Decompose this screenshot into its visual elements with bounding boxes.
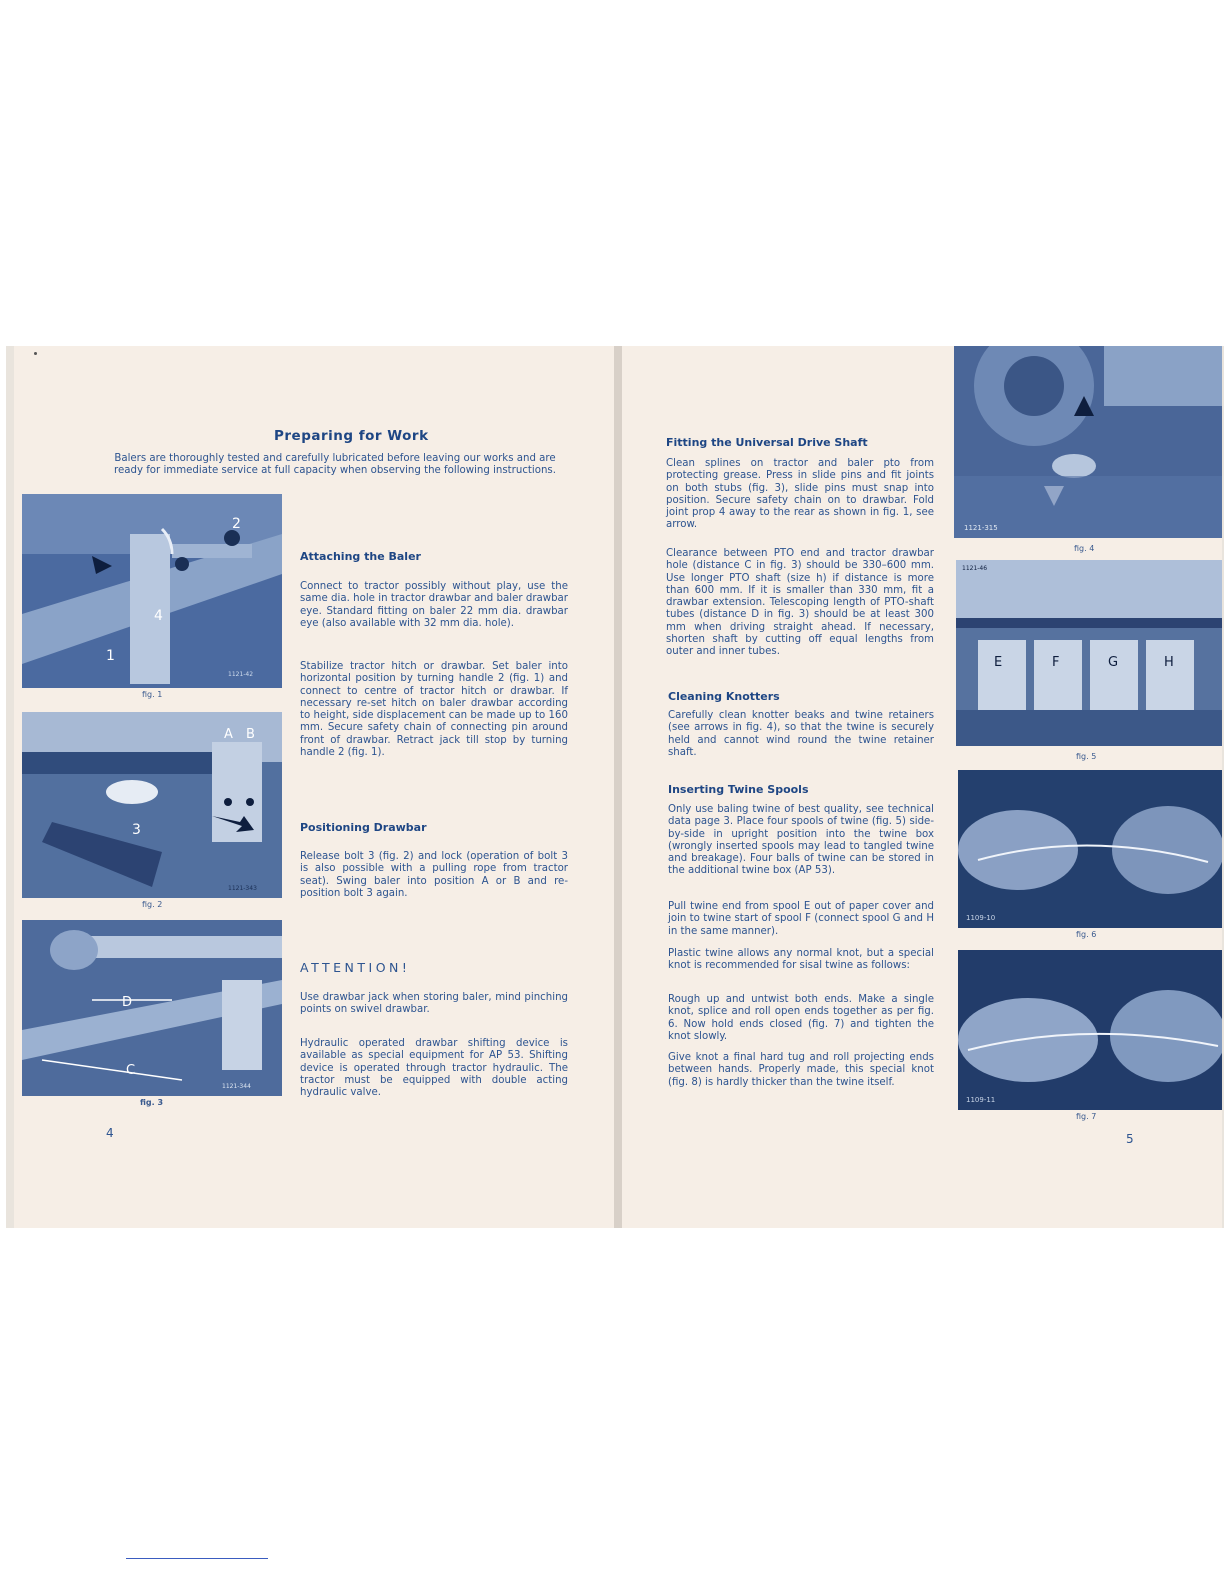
fig1-label-4: 4 — [154, 608, 163, 624]
twine-paragraph-3: Plastic twine allows any normal knot, but a special knot is recommended for sisal twine as follows: — [668, 948, 934, 972]
fig4-photo — [954, 346, 1222, 538]
attention-paragraph-1: Use drawbar jack when storing baler, mind pinching points on swivel drawbar. — [300, 992, 568, 1016]
attaching-paragraph-1: Connect to tractor possibly without play, use the same dia. hole in tractor drawbar and baler drawbar eye. Standard fitting on baler 22 mm dia. drawbar eye (also available with 32 mm dia. hole). — [300, 581, 568, 629]
left-page — [14, 346, 614, 1228]
right-page — [622, 346, 1222, 1228]
fig2-label-b: B — [246, 727, 255, 742]
fig5-photo — [956, 560, 1222, 746]
fig3-code: 1121-344 — [222, 1083, 251, 1090]
baler-hitch-image — [22, 494, 282, 688]
knot-splice-image — [958, 770, 1222, 928]
fig6-photo — [958, 770, 1222, 928]
gutter — [614, 346, 622, 1228]
twine-paragraph-4: Rough up and untwist both ends. Make a single knot, splice and roll open ends together as per fig. 6. Now hold ends closed (fig. 7) and tighten the knot slowly. — [668, 994, 934, 1042]
fig2-code: 1121-343 — [228, 885, 257, 892]
universal-shaft-paragraph-2: Clearance between PTO end and tractor drawbar hole (distance C in fig. 3) should be 330–600 mm. Use longer PTO shaft (size h) if distance is more than 600 mm. If it is smaller than 330 mm, fit a drawbar extension. Telescoping length of PTO-shaft tubes (distance D in fig. 3) should be at least 300 mm when driving straight ahead. If necessary, shorten shaft by cutting off equal lengths from outer and inner tubes. — [666, 548, 934, 658]
fig4-code: 1121-315 — [964, 524, 998, 532]
pto-shaft-image — [22, 920, 282, 1096]
fig2-label-3: 3 — [132, 822, 141, 838]
fig5-label-f: F — [1052, 655, 1060, 670]
twine-box-image — [956, 560, 1222, 746]
knotter-image — [954, 346, 1222, 538]
fig3-label-c: C — [126, 1063, 136, 1078]
universal-shaft-paragraph-1: Clean splines on tractor and baler pto from protecting grease. Press in slide pins and fit joints on both stubs (fig. 3), slide pins must snap into position. Secure safety chain on to drawbar. Fold joint prop 4 away to the rear as shown in fig. 1, see arrow. — [666, 458, 934, 531]
attention-heading: ATTENTION! — [300, 960, 411, 975]
fig3-caption: fig. 3 — [140, 1098, 164, 1107]
fig2-label-a: A — [224, 727, 233, 742]
fig1-code: 1121-42 — [228, 671, 254, 678]
universal-shaft-heading: Fitting the Universal Drive Shaft — [666, 436, 868, 449]
attaching-heading: Attaching the Baler — [300, 550, 421, 563]
fig5-code: 1121-46 — [962, 565, 988, 572]
drawbar-position-image — [22, 712, 282, 898]
fig5-caption: fig. 5 — [1076, 752, 1097, 761]
fig1-photo — [22, 494, 282, 688]
attaching-paragraph-2: Stabilize tractor hitch or drawbar. Set baler into horizontal position by turning handle 2 (fig. 1) and connect to centre of tractor hitch or drawbar. If necessary re-set hitch on baler drawbar according to height, side displacement can be made up to 160 mm. Secure safety chain of connecting pin around front of drawbar. Retract jack till stop by turning handle 2 (fig. 1). — [300, 661, 568, 759]
fig7-code: 1109-11 — [966, 1096, 996, 1104]
twine-paragraph-5: Give knot a final hard tug and roll projecting ends between hands. Properly made, this special knot (fig. 8) is hardly thicker than the twine itself. — [668, 1052, 934, 1088]
page-title: Preparing for Work — [274, 428, 429, 444]
twine-paragraph-1: Only use baling twine of best quality, see technical data page 3. Place four spools of twine (fig. 5) side-by-side in upright position into the twine box (wrongly inserted spools may lead to tangled twine and breakage). Four balls of twine can be stored in the additional twine box (AP 53). — [668, 804, 934, 877]
fig5-label-h: H — [1164, 655, 1174, 670]
knot-tighten-image — [958, 950, 1222, 1110]
attention-paragraph-2: Hydraulic operated drawbar shifting device is available as special equipment for AP 53. Shifting device is operated through tractor hydraulic. The tractor must be equipped with double acting hydraulic valve. — [300, 1038, 568, 1099]
twine-paragraph-2: Pull twine end from spool E out of paper cover and join to twine start of spool F (connect spool G and H in the same manner). — [668, 901, 934, 937]
fig1-label-2: 2 — [232, 516, 241, 532]
fig6-caption: fig. 6 — [1076, 930, 1097, 939]
fig3-label-d: D — [122, 995, 133, 1010]
fig1-caption: fig. 1 — [142, 690, 163, 699]
bottom-rule — [126, 1558, 268, 1559]
scan-speck — [34, 352, 37, 355]
positioning-heading: Positioning Drawbar — [300, 821, 427, 834]
fig7-caption: fig. 7 — [1076, 1112, 1097, 1121]
fig5-label-e: E — [994, 655, 1003, 670]
fig5-label-g: G — [1108, 655, 1119, 670]
fig6-code: 1109-10 — [966, 914, 996, 922]
cleaning-knotters-paragraph: Carefully clean knotter beaks and twine retainers (see arrows in fig. 4), so that the twine is securely held and cannot wind round the twine retainer shaft. — [668, 710, 934, 758]
page-number-right: 5 — [1126, 1132, 1134, 1146]
intro-paragraph: Balers are thoroughly tested and carefully lubricated before leaving our works and are ready for immediate service at full capacity when observing the following instructions. — [114, 453, 556, 477]
page-number-left: 4 — [106, 1126, 114, 1140]
fig7-photo — [958, 950, 1222, 1110]
fig2-caption: fig. 2 — [142, 900, 163, 909]
fig1-label-1: 1 — [106, 648, 115, 664]
twine-spools-heading: Inserting Twine Spools — [668, 783, 809, 796]
cleaning-knotters-heading: Cleaning Knotters — [668, 690, 780, 703]
fig2-photo — [22, 712, 282, 898]
fig4-caption: fig. 4 — [1074, 544, 1095, 553]
booklet-spread — [6, 346, 1224, 1228]
fig3-photo — [22, 920, 282, 1096]
positioning-paragraph: Release bolt 3 (fig. 2) and lock (operation of bolt 3 is also possible with a pulling rope from tractor seat). Swing baler into position A or B and re-position bolt 3 again. — [300, 851, 568, 899]
